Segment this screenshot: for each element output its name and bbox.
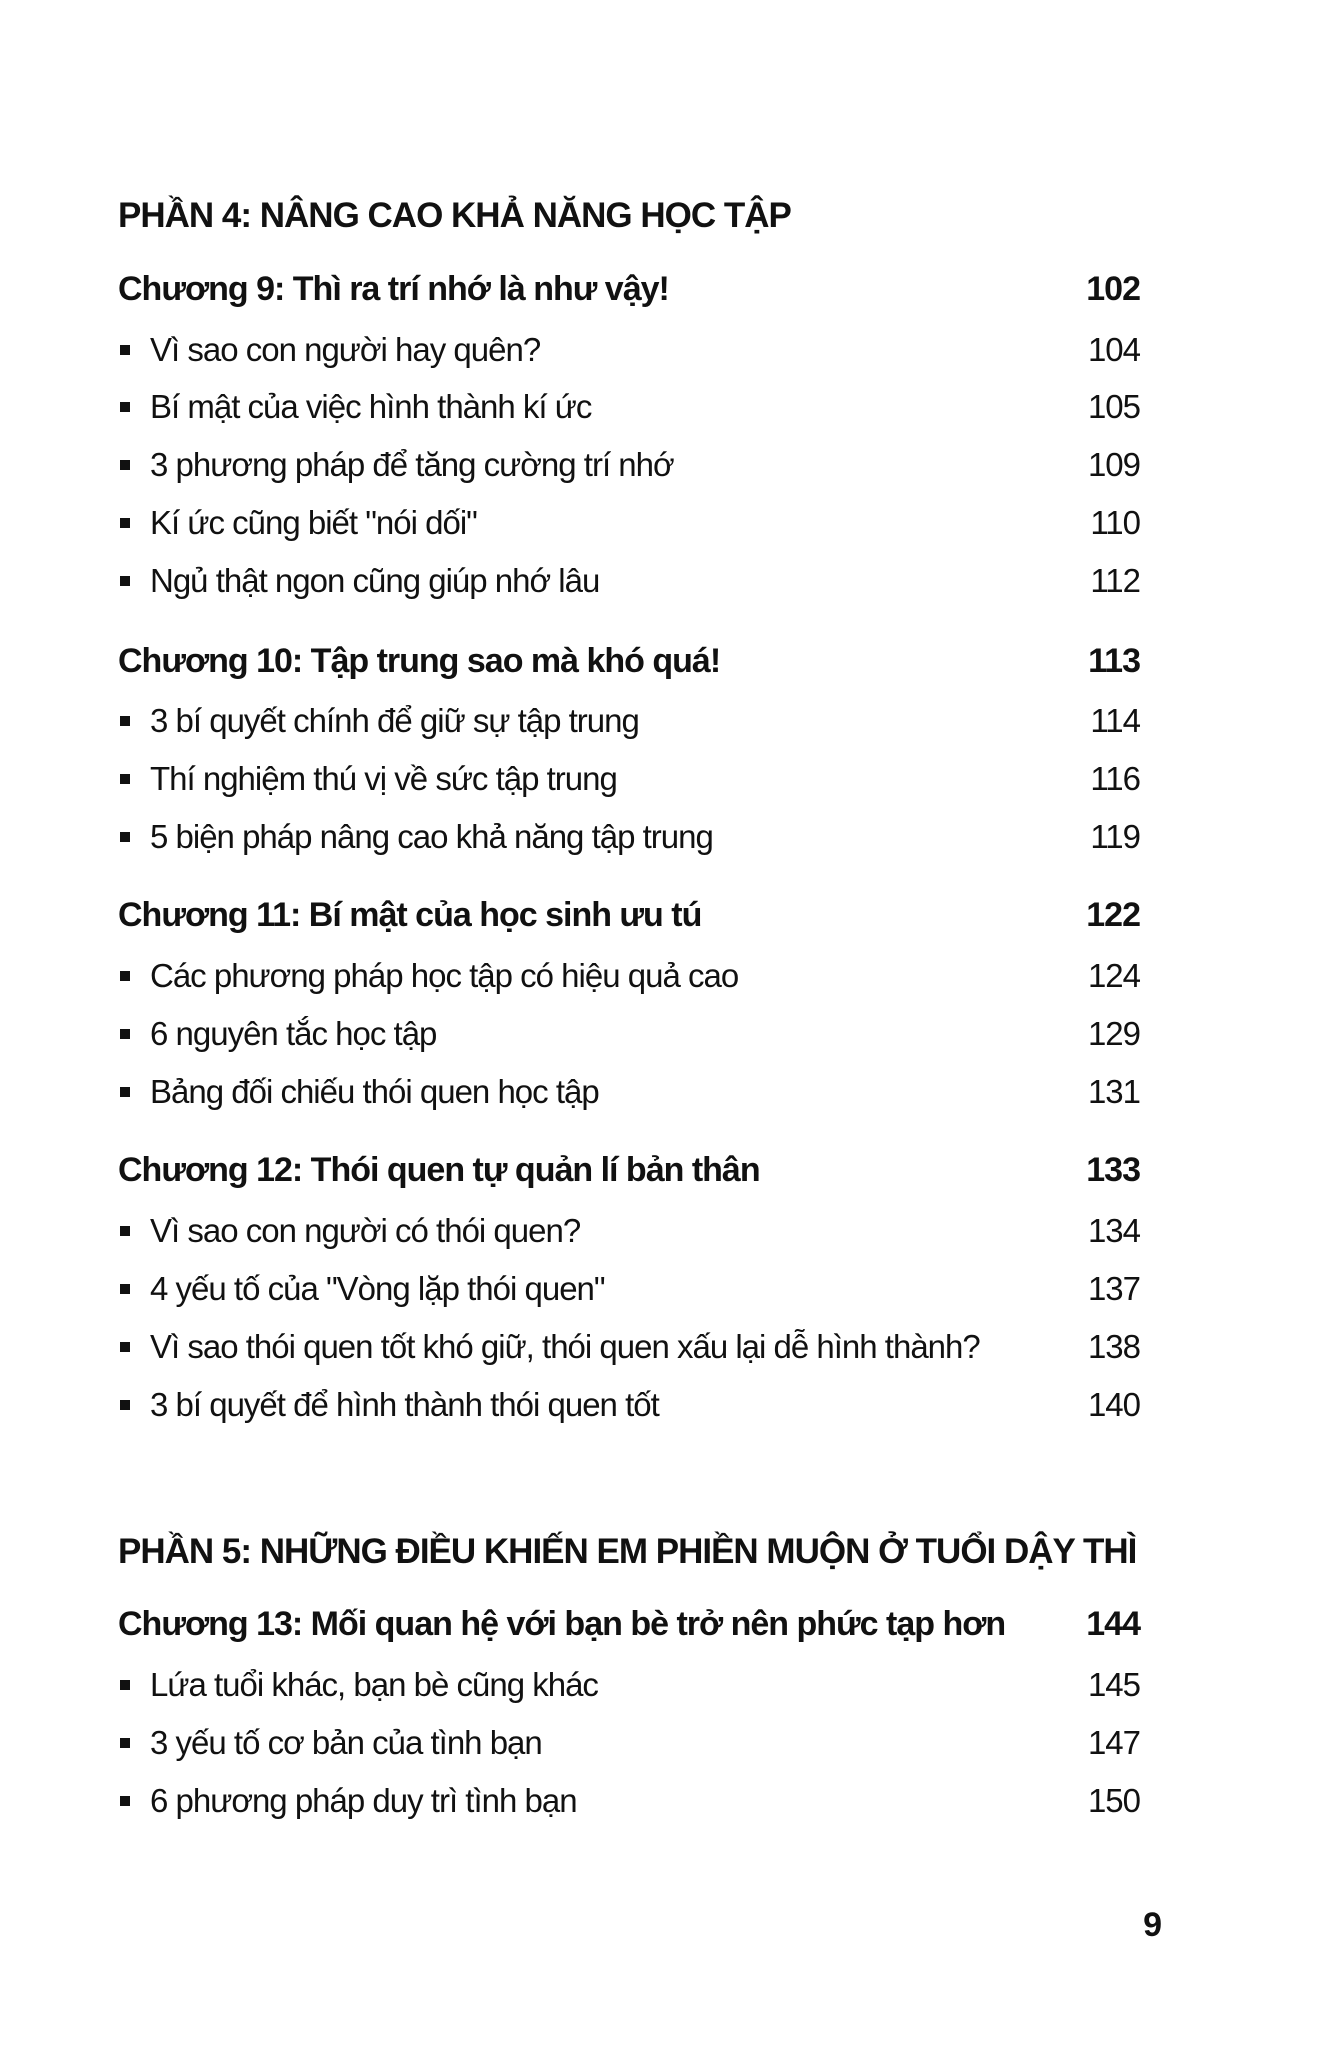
item-page-number: 145 [1087, 1666, 1140, 1703]
bullet-icon [120, 1087, 130, 1097]
toc-item [118, 1208, 1140, 1254]
item-label: 3 phương pháp để tăng cường trí nhớ [150, 446, 674, 483]
chapter-page-number: 122 [1086, 895, 1140, 934]
item-label: 3 yếu tố cơ bản của tình bạn [150, 1724, 542, 1761]
item-page-number: 140 [1087, 1386, 1140, 1423]
chapter-page-number: 144 [1086, 1604, 1140, 1643]
toc-item [118, 327, 1140, 373]
toc-item [118, 558, 1140, 604]
item-page-number: 138 [1087, 1328, 1140, 1365]
toc-item [118, 953, 1140, 999]
toc-item [118, 500, 1140, 546]
chapter-page-number: 102 [1086, 269, 1140, 308]
item-page-number: 131 [1087, 1073, 1140, 1110]
chapter-title: Chương 10: Tập trung sao mà khó quá! [118, 641, 721, 680]
toc-item [118, 1324, 1140, 1370]
toc-item [118, 1011, 1140, 1057]
bullet-icon [120, 774, 130, 784]
item-label: Vì sao con người hay quên? [150, 331, 541, 368]
bullet-icon [120, 1342, 130, 1352]
item-label: Vì sao con người có thói quen? [150, 1212, 581, 1249]
bullet-icon [120, 460, 130, 470]
item-label: 6 phương pháp duy trì tình bạn [150, 1782, 577, 1819]
bullet-icon [120, 1680, 130, 1690]
bullet-icon [120, 518, 130, 528]
chapter-13-row [118, 1601, 1140, 1647]
item-label: 4 yếu tố của "Vòng lặp thói quen" [150, 1270, 605, 1307]
bullet-icon [120, 1738, 130, 1748]
item-label: 3 bí quyết để hình thành thói quen tốt [150, 1386, 659, 1423]
item-page-number: 129 [1087, 1015, 1140, 1052]
item-label: 5 biện pháp nâng cao khả năng tập trung [150, 818, 713, 855]
item-page-number: 150 [1087, 1782, 1140, 1819]
bullet-icon [120, 971, 130, 981]
chapter-11-row [118, 892, 1140, 938]
toc-item [118, 756, 1140, 802]
bullet-icon [120, 1400, 130, 1410]
item-label: Bí mật của việc hình thành kí ức [150, 388, 592, 425]
toc-item [118, 1778, 1140, 1824]
bullet-icon [120, 576, 130, 586]
chapter-title: Chương 9: Thì ra trí nhớ là như vậy! [118, 269, 669, 308]
page-number: 9 [1143, 1906, 1162, 1944]
toc-item [118, 814, 1140, 860]
chapter-9-row [118, 266, 1140, 312]
bullet-icon [120, 345, 130, 355]
toc-item [118, 1720, 1140, 1766]
item-page-number: 104 [1087, 331, 1140, 368]
item-label: Ngủ thật ngon cũng giúp nhớ lâu [150, 562, 600, 599]
item-label: Kí ức cũng biết "nói dối" [150, 504, 477, 541]
chapter-title: Chương 13: Mối quan hệ với bạn bè trở nên phức tạp hơn [118, 1604, 1006, 1643]
bullet-icon [120, 1029, 130, 1039]
bullet-icon [120, 1284, 130, 1294]
bullet-icon [120, 1796, 130, 1806]
bullet-icon [120, 402, 130, 412]
item-label: Các phương pháp học tập có hiệu quả cao [150, 957, 739, 994]
item-label: Vì sao thói quen tốt khó giữ, thói quen xấu lại dễ hình thành? [150, 1328, 980, 1365]
bullet-icon [120, 716, 130, 726]
bullet-icon [120, 1226, 130, 1236]
toc-item [118, 1266, 1140, 1312]
part-5-title: PHẦN 5: NHỮNG ĐIỀU KHIẾN EM PHIỀN MUỘN Ở TUỔI DẬY THÌ [118, 1532, 1137, 1571]
item-page-number: 147 [1087, 1724, 1140, 1761]
toc-item [118, 1382, 1140, 1428]
toc-item [118, 384, 1140, 430]
item-label: Bảng đối chiếu thói quen học tập [150, 1073, 599, 1110]
toc-item [118, 1662, 1140, 1708]
item-page-number: 116 [1090, 760, 1140, 797]
item-label: 6 nguyên tắc học tập [150, 1015, 437, 1052]
chapter-12-row [118, 1147, 1140, 1193]
chapter-10-row [118, 638, 1140, 684]
toc-item [118, 1069, 1140, 1115]
item-page-number: 119 [1090, 818, 1140, 855]
item-page-number: 112 [1090, 562, 1140, 599]
chapter-title: Chương 11: Bí mật của học sinh ưu tú [118, 895, 702, 934]
chapter-page-number: 113 [1088, 641, 1140, 680]
toc-item [118, 698, 1140, 744]
bullet-icon [120, 832, 130, 842]
chapter-title: Chương 12: Thói quen tự quản lí bản thân [118, 1150, 760, 1189]
item-label: Lứa tuổi khác, bạn bè cũng khác [150, 1666, 598, 1703]
item-label: 3 bí quyết chính để giữ sự tập trung [150, 702, 639, 739]
item-page-number: 105 [1087, 388, 1140, 425]
item-page-number: 109 [1087, 446, 1140, 483]
toc-item [118, 442, 1140, 488]
item-page-number: 110 [1090, 504, 1140, 541]
item-page-number: 134 [1087, 1212, 1140, 1249]
item-page-number: 137 [1087, 1270, 1140, 1307]
part-4-title: PHẦN 4: NÂNG CAO KHẢ NĂNG HỌC TẬP [118, 196, 791, 235]
item-page-number: 124 [1087, 957, 1140, 994]
item-label: Thí nghiệm thú vị về sức tập trung [150, 760, 617, 797]
chapter-page-number: 133 [1086, 1150, 1140, 1189]
item-page-number: 114 [1090, 702, 1140, 739]
